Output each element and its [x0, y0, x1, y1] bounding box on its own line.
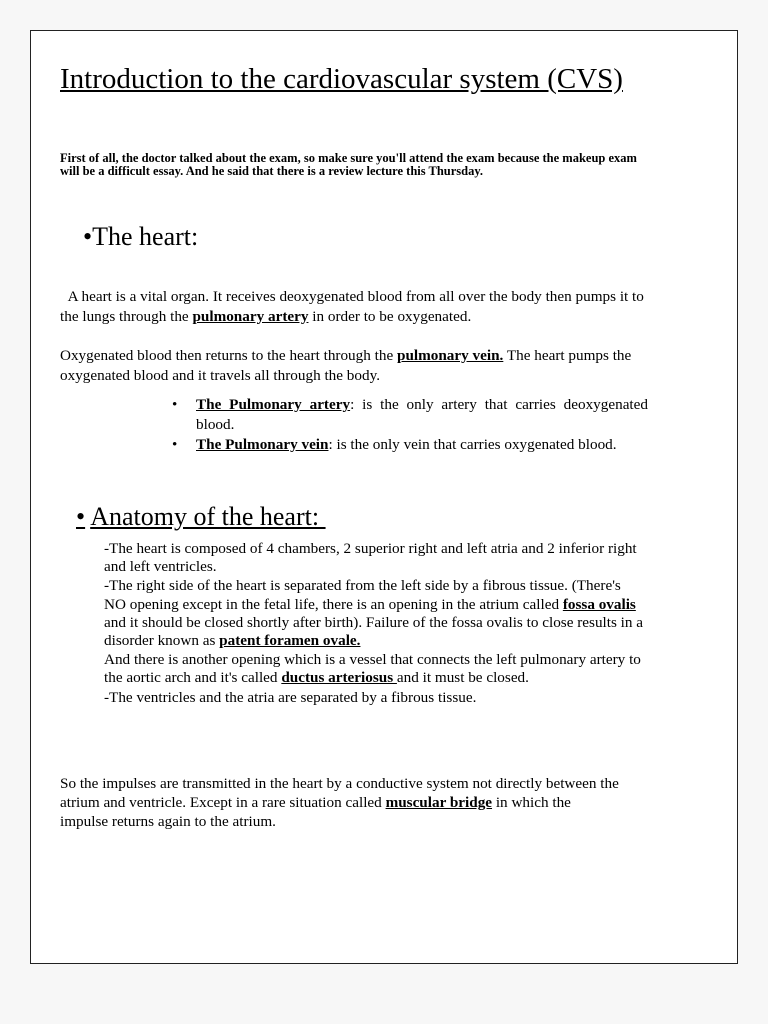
term-ductus-arteriosus: ductus arteriosus — [281, 669, 397, 687]
bullet-text: : is the only artery that carries deoxygenated blood. — [196, 396, 648, 433]
bullet-dot: • — [172, 396, 178, 413]
heart-heading: •The heart: — [83, 222, 199, 251]
closing-paragraph — [60, 774, 620, 831]
anatomy-paragraph-3 — [104, 651, 644, 687]
document-title: Introduction to the cardiovascular system (CVS) — [60, 63, 623, 95]
closing-text-a: So the impulses are transmitted in the heart by a conductive system not directly between the atrium and ventricle. Except in a rare situation called — [60, 775, 619, 811]
heart-p1-text-a: A heart is a vital organ. It receives deoxygenated blood from all over the body then pumps it to the lungs through the — [60, 288, 648, 325]
closing-text-b: in which the impulse returns again to the atrium. — [60, 794, 571, 830]
heart-paragraph-1 — [60, 287, 660, 326]
heart-paragraph-2 — [60, 346, 660, 385]
anatomy-paragraph-4: -The ventricles and the atria are separated by a fibrous tissue. — [104, 688, 477, 706]
bullet-term: The Pulmonary artery — [196, 396, 351, 413]
term-muscular-bridge: muscular bridge — [385, 794, 493, 811]
bullet-text: : is the only vein that carries oxygenated blood. — [328, 436, 617, 453]
anatomy-heading-text: Anatomy of the heart: — [90, 502, 326, 531]
bullet-dot: • — [172, 436, 178, 453]
vessel-bullet-list — [170, 395, 648, 456]
anatomy-body — [104, 540, 644, 708]
heart-p2-text-b: The heart pumps the oxygenated blood and it travels all through the body. — [60, 347, 632, 384]
anatomy-p3-text-b: and it must be closed. — [396, 669, 529, 687]
list-item — [170, 435, 648, 455]
anatomy-p3-text-a: And there is another opening which is a vessel that connects the left pulmonary artery to the aortic arch and it's called — [104, 651, 641, 687]
list-item — [170, 395, 648, 434]
anatomy-bullet: • — [76, 502, 86, 531]
anatomy-heading — [76, 502, 326, 532]
term-pulmonary-artery: pulmonary artery — [192, 307, 309, 325]
term-patent-foramen-ovale: patent foramen ovale. — [219, 632, 361, 650]
heart-p2-text-a: Oxygenated blood then returns to the heart through the — [60, 347, 397, 364]
anatomy-paragraph-1: -The heart is composed of 4 chambers, 2 superior right and left atria and 2 inferior right and left ventricles. — [104, 540, 637, 576]
intro-note: First of all, the doctor talked about the exam, so make sure you'll attend the exam because the makeup exam will be a difficult essay. And he said that there is a review lecture this Thursday. — [60, 151, 637, 178]
anatomy-p2-text-a: -The right side of the heart is separated from the left side by a fibrous tissue. (There's NO opening except in the fetal life, there is an opening in the atrium called — [104, 577, 621, 613]
bullet-term: The Pulmonary vein — [196, 436, 329, 453]
heart-p1-text-b: in order to be oxygenated. — [308, 307, 472, 325]
anatomy-p2-text-b: and it should be closed shortly after birth). Failure of the fossa ovalis to close results in a disorder known as — [104, 613, 644, 650]
anatomy-paragraph-2 — [104, 577, 644, 650]
term-pulmonary-vein: pulmonary vein. — [397, 347, 504, 364]
term-fossa-ovalis: fossa ovalis — [562, 595, 636, 613]
